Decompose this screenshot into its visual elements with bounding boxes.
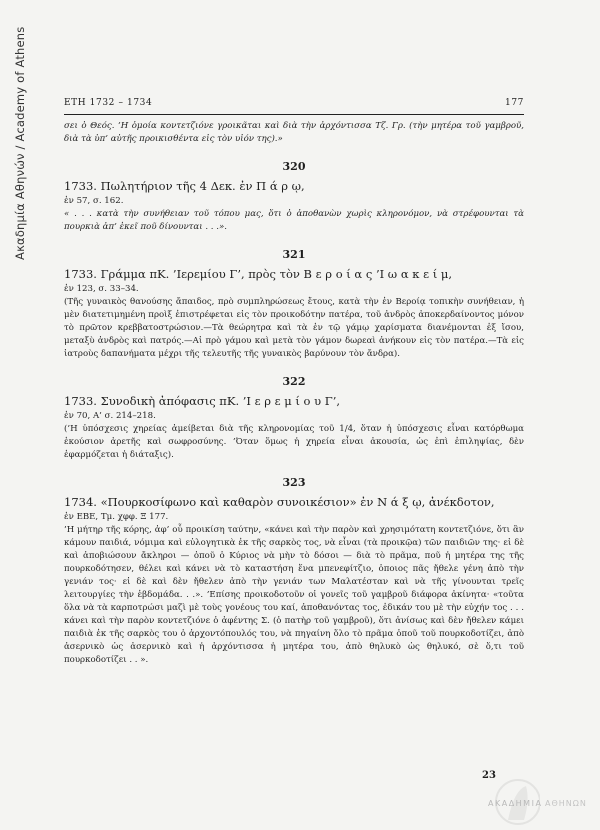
side-watermark: Ακαδημία Αθηνών / Academy of Athens [13,26,27,260]
entry-title: 1734. «Πουρκοσίφωνο καὶ καθαρὸν συνοικέσιον» ἐν Ν ά ξ ῳ, ἀνέκδοτον, [64,495,495,509]
header-rule [64,114,524,115]
entry-number: 322 [282,375,306,388]
entry-title: 1733. Γράμμα πΚ. ’Ιερεμίου Γ’, πρὸς τὸν Β ε ρ ο ί α ς ’Ι ω α κ ε ί μ, [64,267,453,281]
entry-body: (’Η ὑπόσχεσις χηρείας ἀμείβεται διὰ τῆς κληρονομίας τοῦ 1/4, ὅταν ἡ ὑπόσχεσις εἶναι κατόρθωμα ἑκούσιον ἀρετῆς καὶ σωφροσύνης. ’Όταν ὅμως ἡ χηρεία εἶναι ἀκουσία, ὡς ἐπὶ ἐπιληψίας, δὲν ἐφαρμόζεται ἡ διάταξις). [64,424,524,460]
entry-body: (Τῆς γυναικὸς θανούσης ἄπαιδος, πρὸ συμπληρώσεως ἔτους, κατὰ τὴν ἐν Βεροίᾳ τοπικὴν συνήθειαν, ἡ μὲν διατετιμημένη προὶξ ἐπιστρέφεται εἰς τὸν προικοδότην πατέρα, τοῦ ἀνδρὸς ἀποκερδαίνοντος μόνον τὸ πρῶτον κρεββατοστρώσιον.—Τὰ θεώρητρα καὶ τὰ ἐν τῷ γάμῳ χαρίσματα διανέμονται ἐξ ἴσου, μεταξὺ ἀνδρὸς καὶ πατρός.—Αἱ πρὸ γάμου καὶ μετὰ τὸν γάμον δωρεαὶ ἀνήκουν εἰς τὸν πατέρα.—Τὰ εἰς ἰατροὺς δαπανήματα μέχρι τῆς τελευτῆς τῆς γυναικὸς βαρύνουν τὸν ἄνδρα). [64,297,524,359]
entry-number: 323 [282,476,306,489]
entry-number: 320 [282,160,306,173]
entry-321 [64,248,524,361]
page-content [64,120,524,667]
entry-reference: ἐν 70, Α’ σ. 214–218. [64,411,156,421]
stamp-text-right: ΑΘΗΝΩΝ [545,799,587,808]
intro-paragraph: σει ὁ Θεός. ’Η ὁμοία κοντετζιόνε γροικᾶται καὶ διὰ τὴν ἀρχόντισσα Τζ. Γρ. (τὴν μητέρα τοῦ γαμβροῦ, διὰ τὰ ὑπ’ αὐτῆς προικισθέντα εἰς τὸν υἱόν της).» [64,121,524,144]
page-number: 23 [482,770,496,781]
running-head-page: 177 [505,98,524,108]
entry-reference: ἐν 57, σ. 162. [64,196,124,206]
entry-title: 1733. Συνοδικὴ ἀπόφασις πΚ. ’Ι ε ρ ε μ ί ο υ Γ’, [64,394,341,408]
entry-number: 321 [282,248,306,261]
entry-body: ’Η μήτηρ τῆς κόρης, ἀφ’ οὗ προικίση ταύτην, «κάνει καὶ τὴν παρὸν καὶ χρησιμότατη κοντετζιόνε, ὅτι ἂν κάμουν παιδιά, νόμιμα καὶ εὐλογητικὰ ἐκ τῆς σαρκὸς τος, νὰ εἶναι (τὰ προικῷα) τῶν παιδιῶν της· εἰ δὲ καὶ ἀποβιώσουν ἄκληροι — ὁποῦ ὁ Κύριος νὰ μὴν τὸ δόσοι — διὰ τὸ πρᾶμα, ποῦ ἡ μητέρα της τῆς πουρκοδότησεν, θέλει καὶ κάνει νὰ τὸ καταστήση ἕνα μπενεφίτζιο, ὁποιος πᾶς ἤθελε γένη ἀπὸ τὴν γενιάν τος· εἰ δὲ καὶ δὲν ἤθελεν ἀπὸ τὴν γενιάν των Μαλατέσταν καὶ νὰ τῆς γίνουνται τρεῖς λειτουργίες τὴν ἑβδομάδα. . .». ’Επίσης προικοδοτοῦν οἱ γονεῖς τοῦ γαμβροῦ διάφορα ἀκίνητα· «τοῦτα ὅλα νὰ τὰ καρποτρώσι μαζὶ μὲ τοὺς γονέους του καί, ἀποθανόντας τος, ἐδικάν του μὲ τὴν εὐχήν τος . . . κάνει καὶ τὴν παρὸν κοντετζιόνε ὁ ἀφέντης Σ. (ὁ πατὴρ τοῦ γαμβροῦ), ὅτι ἀνίσως καὶ δὲν ἤθελεν κάμει παιδιὰ ἐκ τῆς σαρκὸς του ὁ ἀρχοντόπουλός του, νὰ πηγαίνη ὅλο τὸ πρᾶμα ὁποῦ τοῦ πουρκοδοτίζει, ἀπὸ ἀσερνικὸ ὡς ἀσερνικὸ καὶ ἡ ἀρχόντισσα ἡ μητέρα του, ἀπὸ θηλυκὸ ὡς θηλυκό, σὲ ὅ,τι τοῦ πουρκοδοτίζει . . ». [64,525,524,665]
entry-body: « . . . κατὰ τὴν συνήθειαν τοῦ τόπου μας, ὅτι ὁ ἀποθανὼν χωρὶς κληρονόμον, νὰ στρέφουνται τὰ πουρκιὰ ἀπ’ ἐκεῖ ποῦ δίνουνται . . .». [64,209,524,232]
entry-323 [64,476,524,667]
entry-reference: ἐν 123, σ. 33–34. [64,284,139,294]
running-head [64,96,524,112]
entry-title: 1733. Πωλητήριον τῆς 4 Δεκ. ἐν Π ά ρ ῳ, [64,179,305,193]
stamp-text-left: ΑΚΑΔΗΜΙΑ [488,799,543,808]
entry-322 [64,375,524,462]
entry-reference: ἐν ΕΒΕ, Τμ. χφφ. Ξ 177. [64,512,169,522]
entry-320 [64,160,524,234]
running-head-years: ΕΤΗ 1732 – 1734 [64,98,153,108]
